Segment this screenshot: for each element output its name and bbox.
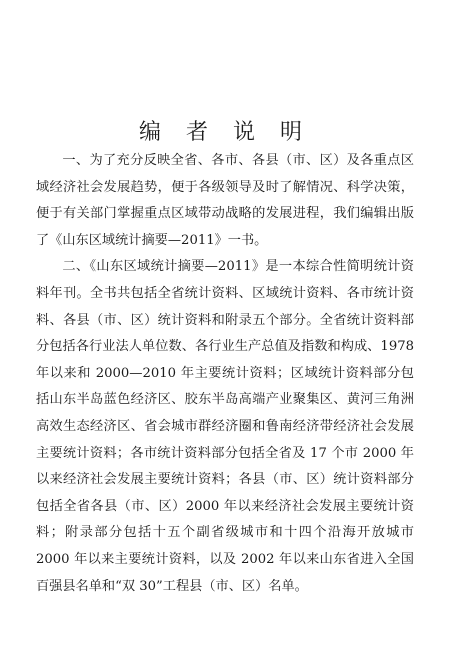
paragraph-2: 二、《山东区域统计摘要—2011》是一本综合性简明统计资料年刊。全书共包括全省统计资料、区域统计资料、各市统计资料、各县（市、区）统计资料和附录五个部分。全省统计资料部分包括各行业法人单位数、各行业生产总值及指数和构成、1978 年以来和 2000—2010 年主要统计资料；区域统计资料部分包括山东半岛蓝色经济区、胶东半岛高端产业聚集区、黄河三角洲高效生态经济区、省会城市群经济圈和鲁南经济带经济社会发展主要统计资料；各市统计资料部分包括全省及 17 个市 2000 年以来经济社会发展主要统计资料；各县（市、区）统计资料部分包括全省各县（市、区）2000 年以来经济社会发展主要统计资料；附录部分包括十五个副省级城市和十四个沿海开放城市 2000 年以来主要统计资料，以及 2002 年以来山东省进入全国百强县名单和“双 30”工程县（市、区）名单。 <box>36 259 414 594</box>
paragraph-1: 一、为了充分反映全省、各市、各县（市、区）及各重点区域经济社会发展趋势，便于各级领导及时了解情况、科学决策，便于有关部门掌握重点区域带动战略的发展进程，我们编辑出版了《山东区域统计摘要—2011》一书。 <box>36 153 414 248</box>
page-title: 编 者 说 明 <box>139 119 311 145</box>
body-text <box>36 148 414 600</box>
